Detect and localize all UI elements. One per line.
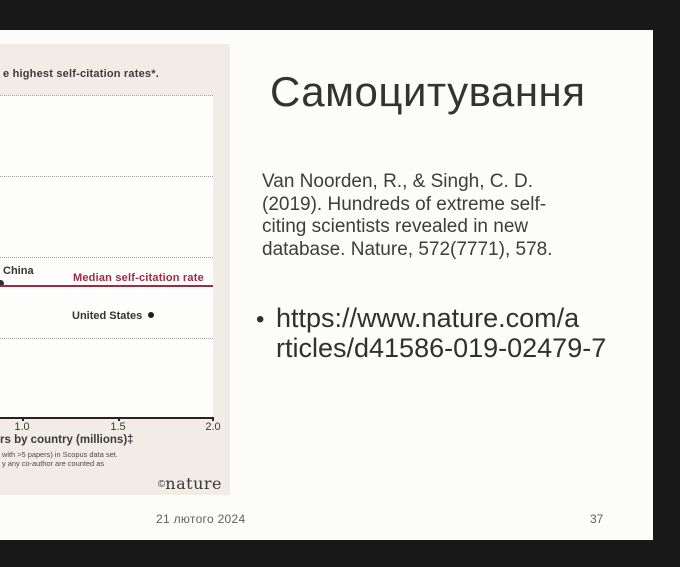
footer-date: 21 лютого 2024 [156, 512, 246, 526]
x-tick-label: 1.5 [110, 421, 126, 433]
chart-footnote: with >5 papers) in Scopus data set. y any co-author are counted as [2, 451, 118, 468]
median-line-label: Median self-citation rate [73, 272, 204, 284]
slide [0, 30, 653, 540]
united-states-data-point [148, 312, 154, 318]
united-states-label: United States [72, 310, 143, 322]
nature-logo [158, 474, 222, 494]
copyright-icon: © [157, 479, 166, 490]
article-url-link[interactable]: https://www.nature.com/a rticles/d41586-019-02479-7 [276, 303, 607, 363]
gridline [0, 257, 213, 258]
bullet-item [256, 304, 606, 363]
plot-area [0, 95, 213, 419]
x-tick-label: 2.0 [205, 421, 221, 433]
slide-title: Самоцитування [270, 68, 586, 115]
nature-wordmark: nature [165, 474, 222, 493]
slide-number-label: 37 [590, 512, 604, 526]
chart-figure [0, 44, 230, 495]
china-label: China [3, 265, 34, 277]
gridline [0, 338, 213, 339]
gridline [0, 176, 213, 177]
chart-title: e highest self-citation rates*. [3, 68, 159, 80]
x-axis-label: rs by country (millions)‡ [0, 434, 134, 446]
citation-paragraph: Van Noorden, R., & Singh, C. D. (2019). Hundreds of extreme self- citing scientists revealed in new database. Nature, 572(7771), 578. [262, 171, 553, 260]
median-reference-line [0, 285, 213, 287]
x-tick-label: 1.0 [14, 421, 30, 433]
bullet-icon: • [256, 306, 265, 333]
gridline [0, 95, 213, 96]
